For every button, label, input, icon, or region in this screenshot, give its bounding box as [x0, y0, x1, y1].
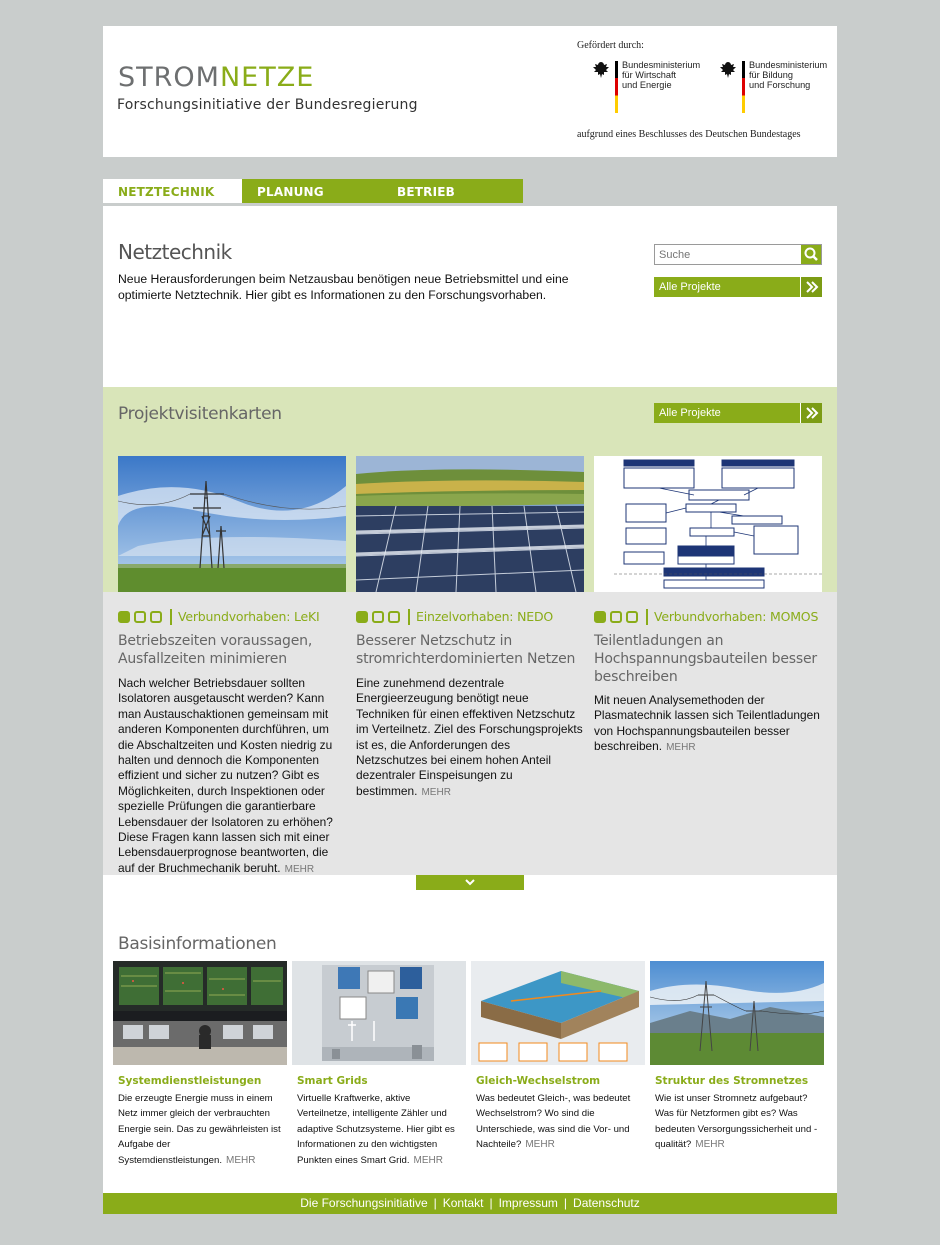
- project-description: [118, 676, 346, 877]
- more-link[interactable]: MEHR: [695, 1139, 725, 1151]
- footer-divider: |: [433, 1196, 437, 1210]
- more-link[interactable]: MEHR: [525, 1139, 555, 1151]
- basis-card-text: Die erzeugte Energie muss in einem Netz immer gleich der verbrauchten Energie sein. Das zu gewährleisten ist Aufgabe der Systemdienstleistungen.: [118, 1093, 281, 1166]
- card-meta: [594, 608, 818, 626]
- project-type: Verbundvorhaben: LeKI: [178, 609, 320, 625]
- project-title[interactable]: Besserer Netzschutz in stromrichterdominierten Netzen: [356, 633, 576, 667]
- status-dot-filled: [594, 611, 606, 623]
- basis-card-title[interactable]: Struktur des Stromnetzes: [655, 1075, 809, 1087]
- logo-word-netze: NETZE: [219, 62, 315, 93]
- project-text: Eine zunehmend dezentrale Energieerzeugung benötigt neue Techniken für einen effektiven Netzschutz im Verteilnetz. Ziel des Forschungsprojekts ist es, die Anforderungen des Netzschutzes bei einem hohen Anteil dezentraler Einspeisungen zu bestimmen.: [356, 676, 583, 798]
- substation-image[interactable]: [650, 961, 824, 1065]
- basis-card-text: Was bedeutet Gleich-, was bedeutet Wechselstrom? Wo sind die Unterschiede, was sind die Vor- und Nachteile?: [476, 1093, 631, 1151]
- chevron-down-icon: [416, 875, 524, 890]
- logo-word-strom: STROM: [118, 62, 220, 93]
- flowchart-diagram-image[interactable]: [594, 456, 822, 592]
- federal-eagle-icon: [592, 61, 610, 79]
- divider: [646, 609, 648, 625]
- all-projects-label: Alle Projekte: [659, 281, 721, 293]
- german-flag-stripe: [742, 61, 745, 113]
- basis-card-description: [118, 1091, 286, 1168]
- basis-info-section: [103, 875, 837, 1193]
- stromnetze-logo[interactable]: [118, 62, 314, 93]
- double-chevron-right-icon: [800, 403, 822, 423]
- project-type: Einzelvorhaben: NEDO: [416, 609, 554, 625]
- more-link[interactable]: MEHR: [421, 786, 451, 798]
- more-link[interactable]: MEHR: [226, 1154, 256, 1166]
- basis-card-title[interactable]: Smart Grids: [297, 1075, 368, 1087]
- hvdc-illustration[interactable]: [471, 961, 645, 1065]
- status-dot-empty: [610, 611, 622, 623]
- project-cards-section: [103, 387, 837, 875]
- status-dot-empty: [626, 611, 638, 623]
- section-title-projects: Projektvisitenkarten: [118, 404, 282, 424]
- solar-panels-image[interactable]: [356, 456, 584, 592]
- tab-netztechnik[interactable]: NETZTECHNIK: [103, 179, 242, 203]
- divider: [408, 609, 410, 625]
- section-title-basis: Basisinformationen: [118, 934, 277, 954]
- tab-betrieb[interactable]: BETRIEB: [382, 179, 523, 203]
- more-link[interactable]: MEHR: [413, 1154, 443, 1166]
- smart-grid-illustration[interactable]: [292, 961, 466, 1065]
- ministry-bmbf-name: Bundesministerium für Bildung und Forschung: [749, 60, 828, 90]
- search-box: [654, 244, 822, 265]
- project-title[interactable]: Teilentladungen an Hochspannungsbauteilen besser beschreiben: [594, 633, 817, 685]
- search-button[interactable]: [801, 245, 821, 264]
- status-dot-empty: [388, 611, 400, 623]
- funded-by-label: Gefördert durch:: [577, 40, 644, 51]
- basis-card-description: [297, 1091, 465, 1168]
- german-flag-stripe: [615, 61, 618, 113]
- status-dot-empty: [134, 611, 146, 623]
- all-projects-label: Alle Projekte: [659, 407, 721, 419]
- federal-eagle-icon: [719, 61, 737, 79]
- ministry-bmwi-name: Bundesministerium für Wirtschaft und Energie: [622, 60, 701, 90]
- footer-nav: [103, 1193, 837, 1214]
- footer-link-impressum[interactable]: Impressum: [498, 1196, 558, 1210]
- basis-card-title[interactable]: Gleich-Wechselstrom: [476, 1075, 601, 1087]
- project-description: [356, 676, 584, 800]
- project-title[interactable]: Betriebszeiten voraussagen, Ausfallzeiten minimieren: [118, 633, 313, 667]
- card-meta: [118, 608, 320, 626]
- tab-planung[interactable]: PLANUNG: [242, 179, 382, 203]
- footer-divider: |: [489, 1196, 493, 1210]
- project-description: [594, 693, 822, 756]
- site-header: [103, 26, 837, 157]
- tagline: Forschungsinitiative der Bundesregierung: [117, 97, 418, 113]
- bundestag-note: aufgrund eines Beschlusses des Deutschen Bundestages: [577, 129, 801, 140]
- search-icon: [801, 245, 821, 264]
- basis-card-description: [476, 1091, 644, 1153]
- search-input[interactable]: [655, 245, 801, 264]
- more-link[interactable]: MEHR: [666, 742, 696, 754]
- page-title: Netztechnik: [118, 240, 232, 264]
- status-dot-filled: [356, 611, 368, 623]
- basis-card-title[interactable]: Systemdienstleistungen: [118, 1075, 262, 1087]
- double-chevron-right-icon: [800, 277, 822, 297]
- card-meta: [356, 608, 553, 626]
- more-link[interactable]: MEHR: [284, 863, 315, 875]
- all-projects-button[interactable]: [654, 403, 822, 423]
- basis-card-description: [655, 1091, 823, 1153]
- intro-section: [103, 206, 837, 387]
- all-projects-button[interactable]: [654, 277, 822, 297]
- footer-link-forschungsinitiative[interactable]: Die Forschungsinitiative: [300, 1196, 428, 1210]
- footer-link-datenschutz[interactable]: Datenschutz: [573, 1196, 640, 1210]
- status-dot-empty: [150, 611, 162, 623]
- project-text: Nach welcher Betriebsdauer sollten Isolatoren ausgetauscht werden? Kann man Austauschaktionen gemeinsam mit anderen Komponenten durchführen, um die Abschaltzeiten und Kosten niedrig zu halten und dennoch die Komponenten effizient und sicher zu nutzen? Gibt es Möglichkeiten, durch Inspektionen oder spezielle Prüfungen die garantierbare Lebensdauer der Isolatoren zu erhöhen? Diese Fragen kann lassen sich mit einer Lebensdauerprognose beantworten, die auf der Bruchmechanik beruht.: [118, 676, 333, 875]
- expand-toggle-button[interactable]: [416, 875, 524, 890]
- control-room-image[interactable]: [113, 961, 287, 1065]
- basis-card-text: Wie ist unser Stromnetz aufgebaut? Was für Netzformen gibt es? Was bedeuten Versorgungssicherheit und -qualität?: [655, 1093, 818, 1151]
- basis-card-text: Virtuelle Kraftwerke, aktive Verteilnetze, intelligente Zähler und adaptive Schutzsysteme. Hier gibt es Informationen zu den wichtigsten Punkten eines Smart Grid.: [297, 1093, 455, 1166]
- status-dot-filled: [118, 611, 130, 623]
- project-type: Verbundvorhaben: MOMOS: [654, 609, 819, 625]
- footer-divider: |: [563, 1196, 568, 1210]
- intro-text: Neue Herausforderungen beim Netzausbau benötigen neue Betriebsmittel und eine optimierte Netztechnik. Hier gibt es Informationen zu den Forschungsvorhaben.: [118, 272, 569, 302]
- project-text: Mit neuen Analysemethoden der Plasmatechnik lassen sich Teilentladungen von Hochspannungsbauteilen besser beschreiben.: [594, 693, 820, 754]
- power-pylon-image[interactable]: [118, 456, 346, 592]
- footer-link-kontakt[interactable]: Kontakt: [442, 1196, 484, 1210]
- status-dot-empty: [372, 611, 384, 623]
- divider: [170, 609, 172, 625]
